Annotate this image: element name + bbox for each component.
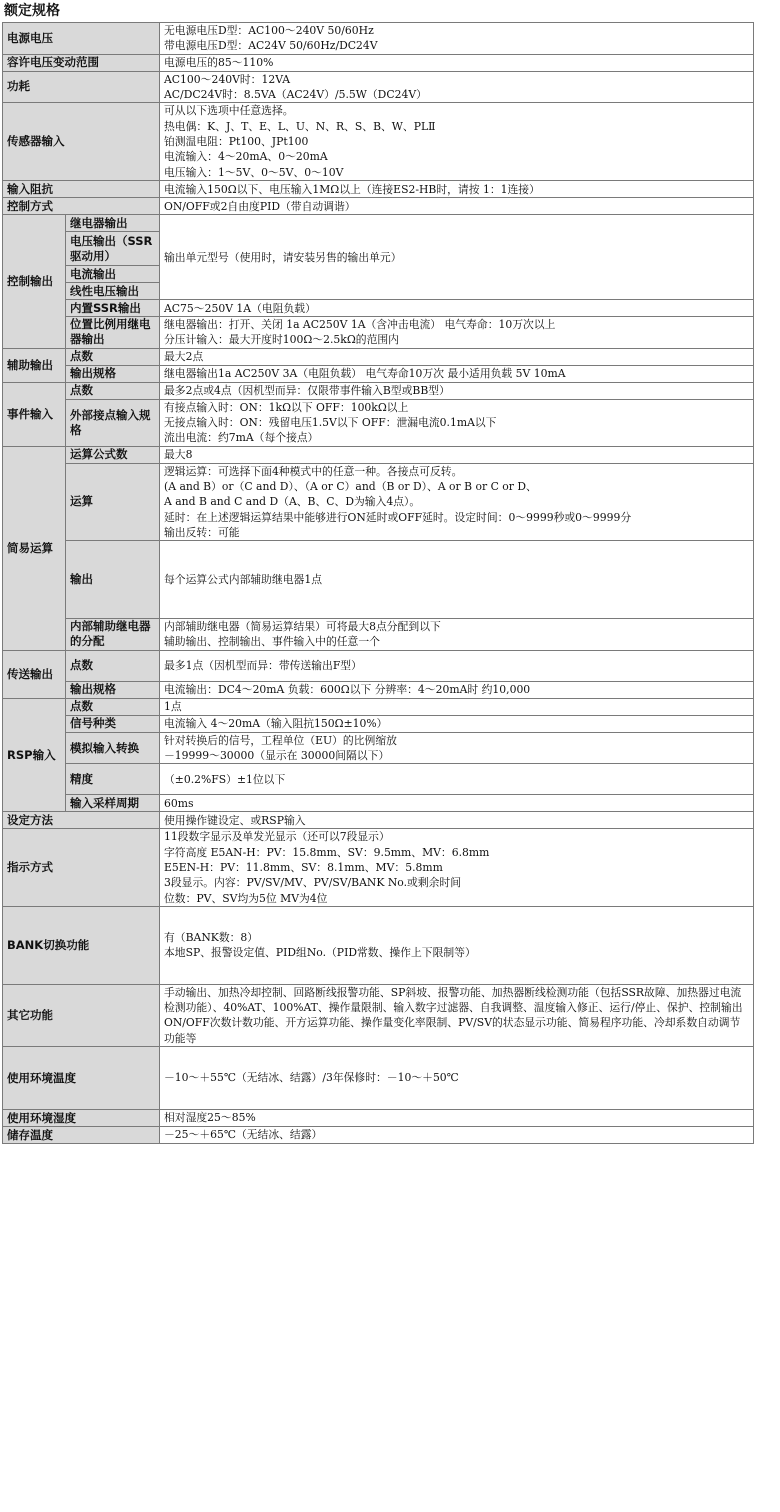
spec-label: BANK切换功能: [3, 906, 160, 984]
spec-subrow: [3, 795, 754, 812]
spec-value-line: 最多1点（因机型而异：带传送输出F型）: [164, 659, 362, 673]
spec-value-line: AC75～250V 1A（电阻负载）: [164, 301, 316, 315]
spec-label: 使用环境湿度: [3, 1110, 160, 1127]
spec-sublabel: 点数: [66, 382, 160, 399]
spec-label: 输入阻抗: [3, 181, 160, 198]
spec-subrow: [3, 463, 754, 540]
spec-row: [3, 906, 754, 984]
spec-sublabel: 内置SSR输出: [66, 300, 160, 317]
spec-subrow: [3, 764, 754, 795]
spec-group-label: RSP输入: [3, 698, 66, 812]
spec-row: [3, 54, 754, 71]
spec-value-line: 分压计输入：最大开度时100Ω～2.5kΩ的范围内: [164, 333, 399, 347]
spec-subrow: [3, 619, 754, 651]
spec-value-line: 60ms: [164, 796, 194, 810]
spec-value: [160, 1127, 754, 1144]
spec-table-body: [3, 23, 754, 1144]
spec-value: [160, 764, 754, 795]
spec-value-line: －19999～30000（显示在 30000间隔以下）: [164, 749, 390, 763]
spec-sublabel: 输出规格: [66, 365, 160, 382]
spec-value: [160, 71, 754, 103]
spec-value-line: 最多2点或4点（因机型而异：仅限带事件输入B型或BB型）: [164, 384, 450, 398]
spec-value-line: 延时：在上述逻辑运算结果中能够进行ON延时或OFF延时。设定时间：0～9999秒或0～9999分: [164, 510, 632, 524]
spec-value-line: 辅助输出、控制输出、事件输入中的任意一个: [164, 635, 380, 649]
spec-sublabel: 点数: [66, 348, 160, 365]
spec-sublabel: 精度: [66, 764, 160, 795]
spec-value: [160, 181, 754, 198]
spec-value-line: 1点: [164, 700, 182, 714]
spec-value-line: ON/OFF或2自由度PID（带自动调谐）: [164, 199, 356, 213]
spec-value: [160, 103, 754, 181]
spec-value-line: －10～＋55℃（无结冰、结露）/3年保修时：－10～＋50℃: [164, 1071, 459, 1085]
spec-sublabel: 电压输出（SSR驱动用）: [66, 232, 160, 266]
spec-value-line: 相对湿度25～85%: [164, 1111, 256, 1125]
spec-value: [160, 829, 754, 906]
spec-value-line: (A and B）or（C and D）、（A or C）and（B or D）、A or B or C or D、: [164, 479, 537, 493]
spec-subrow: [3, 382, 754, 399]
spec-value-line: 无电源电压D型：AC100～240V 50/60Hz: [164, 24, 374, 37]
spec-value-line: 11段数字显示及单发光显示（还可以7段显示）: [164, 830, 390, 844]
spec-sublabel: 信号种类: [66, 715, 160, 732]
spec-value: [160, 399, 754, 446]
spec-sublabel: 输出: [66, 541, 160, 619]
spec-value-line: 电流输入150Ω以下、电压输入1MΩ以上（连接ES2-HB时，请按 1：1连接）: [164, 182, 540, 196]
spec-value: [160, 23, 754, 55]
spec-value-line: 带电源电压D型：AC24V 50/60Hz/DC24V: [164, 39, 378, 53]
spec-sublabel: 运算公式数: [66, 446, 160, 463]
spec-value-line: 继电器输出：打开、关闭 1a AC250V 1A（含冲击电流） 电气寿命：10万次以上: [164, 318, 556, 332]
spec-label: 储存温度: [3, 1127, 160, 1144]
spec-label: 其它功能: [3, 984, 160, 1046]
spec-value: [160, 463, 754, 540]
spec-value-line: 输出反转：可能: [164, 525, 240, 539]
spec-subrow: [3, 698, 754, 715]
spec-subrow: [3, 348, 754, 365]
spec-value-line: 逻辑运算：可选择下面4种模式中的任意一种。各接点可反转。: [164, 464, 463, 478]
spec-row: [3, 181, 754, 198]
spec-value-line: 有（BANK数：8）: [164, 931, 259, 945]
spec-value: [160, 650, 754, 681]
spec-value: [160, 198, 754, 215]
spec-value-line: －25～＋65℃（无结冰、结露）: [164, 1128, 323, 1142]
spec-value: [160, 732, 754, 764]
spec-value-line: 内部辅助继电器（简易运算结果）可将最大8点分配到以下: [164, 620, 441, 634]
spec-value-line: 电压输入：1～5V、0～5V、0～10V: [164, 165, 344, 179]
spec-value: [160, 382, 754, 399]
spec-label: 指示方式: [3, 829, 160, 906]
spec-table: [2, 22, 754, 1144]
spec-value-line: 每个运算公式内部辅助继电器1点: [164, 573, 323, 586]
spec-value-line: 最大8: [164, 448, 193, 462]
spec-value-line: 可从以下选项中任意选择。: [164, 104, 294, 118]
spec-subrow: [3, 365, 754, 382]
spec-value-line: A and B and C and D（A、B、C、D为输入4点）。: [164, 495, 421, 509]
spec-row: [3, 103, 754, 181]
spec-row: [3, 1110, 754, 1127]
spec-sublabel: 继电器输出: [66, 215, 160, 232]
spec-value-line: 字符高度 E5AN-H：PV：15.8mm、SV：9.5mm、MV：6.8mm: [164, 845, 490, 859]
spec-value-line: 无接点输入时：ON：残留电压1.5V以下 OFF：泄漏电流0.1mA以下: [164, 416, 497, 430]
spec-sublabel: 输入采样周期: [66, 795, 160, 812]
spec-row: [3, 1127, 754, 1144]
spec-value: [160, 1047, 754, 1110]
spec-subrow: [3, 399, 754, 446]
spec-value: [160, 317, 754, 349]
spec-value: [160, 795, 754, 812]
spec-sublabel: 输出规格: [66, 681, 160, 698]
spec-subrow: [3, 541, 754, 619]
page-title: 额定规格: [4, 3, 60, 19]
spec-row: [3, 984, 754, 1046]
spec-sublabel: 电流输出: [66, 266, 160, 283]
spec-value-line: E5EN-H：PV：11.8mm、SV：8.1mm、MV：5.8mm: [164, 860, 443, 874]
spec-group-label: 传送输出: [3, 650, 66, 698]
spec-group-label: 简易运算: [3, 446, 66, 650]
spec-value: [160, 812, 754, 829]
spec-value-line: AC100～240V时：12VA: [164, 72, 291, 86]
spec-value-line: （±0.2%FS）±1位以下: [164, 772, 286, 786]
spec-value: [160, 446, 754, 463]
spec-sublabel: 线性电压输出: [66, 283, 160, 300]
spec-value-line: 热电偶：K、J、T、E、L、U、N、R、S、B、W、PLⅡ: [164, 119, 436, 133]
spec-subrow: [3, 715, 754, 732]
spec-value-line: 手动输出、加热冷却控制、回路断线报警功能、SP斜坡、报警功能、加热器断线检测功能（包括SSR故障、加热器过电流检测功能）、40%AT、100%AT、操作量限制、输入数字过滤器、自我调整、温度输入修正、运行/停止、保护、控制输出ON/OFF次数计数功能、开方运算功能、操作量变化率限制、PV/SV的状态显示功能、简易程序功能、冷却系数自动调节功能等: [164, 985, 743, 1045]
spec-value-line: 流出电流：约7mA（每个接点）: [164, 431, 319, 445]
spec-row: [3, 829, 754, 906]
spec-row: [3, 1047, 754, 1110]
spec-subrow: [3, 681, 754, 698]
spec-label: 使用环境温度: [3, 1047, 160, 1110]
spec-value: [160, 365, 754, 382]
spec-row: [3, 71, 754, 103]
spec-value-line: 使用操作键设定、或RSP输入: [164, 813, 306, 827]
spec-label: 传感器输入: [3, 103, 160, 181]
spec-value: [160, 681, 754, 698]
spec-subrow: [3, 650, 754, 681]
spec-label: 控制方式: [3, 198, 160, 215]
spec-label: 设定方法: [3, 812, 160, 829]
spec-label: 容许电压变动范围: [3, 54, 160, 71]
spec-value: [160, 715, 754, 732]
spec-sublabel: 外部接点输入规格: [66, 399, 160, 446]
spec-group-label: 辅助输出: [3, 348, 66, 382]
spec-value-line: 电源电压的85～110%: [164, 55, 274, 69]
spec-value: [160, 1110, 754, 1127]
spec-value-line: 继电器输出1a AC250V 3A（电阻负载） 电气寿命10万次 最小适用负载 5V 10mA: [164, 367, 566, 381]
spec-row: [3, 198, 754, 215]
spec-value: [160, 54, 754, 71]
spec-subrow: [3, 317, 754, 349]
spec-group-label: 事件输入: [3, 382, 66, 446]
spec-value: [160, 698, 754, 715]
spec-row: [3, 812, 754, 829]
spec-sublabel: 模拟输入转换: [66, 732, 160, 764]
spec-label: 电源电压: [3, 23, 160, 55]
spec-value: [160, 906, 754, 984]
spec-sublabel: 运算: [66, 463, 160, 540]
spec-value-line: 3段显示。内容：PV/SV/MV、PV/SV/BANK No.或剩余时间: [164, 876, 462, 890]
spec-value-line: 本地SP、报警设定值、PID组No.（PID常数、操作上下限制等）: [164, 946, 476, 960]
spec-sublabel: 位置比例用继电器输出: [66, 317, 160, 349]
spec-value-line: 电流输入：4～20mA、0～20mA: [164, 150, 328, 164]
spec-row: [3, 23, 754, 55]
spec-sublabel: 点数: [66, 698, 160, 715]
spec-value-line: 针对转换后的信号，工程单位（EU）的比例缩放: [164, 733, 397, 747]
spec-value: [160, 619, 754, 651]
spec-value: 输出单元型号（使用时，请安装另售的输出单元）: [160, 215, 754, 300]
spec-value: [160, 984, 754, 1046]
spec-value-line: 电流输出：DC4～20mA 负载：600Ω以下 分辨率：4～20mA时 约10,000: [164, 683, 531, 697]
spec-sublabel: 内部辅助继电器的分配: [66, 619, 160, 651]
spec-value-line: 最大2点: [164, 350, 204, 364]
spec-subrow: [3, 215, 754, 232]
spec-value-line: 有接点输入时：ON：1kΩ以下 OFF：100kΩ以上: [164, 400, 409, 414]
spec-subrow: [3, 446, 754, 463]
spec-value: [160, 541, 754, 619]
spec-group-label: 控制输出: [3, 215, 66, 349]
spec-sublabel: 点数: [66, 650, 160, 681]
spec-value: [160, 300, 754, 317]
spec-value-line: AC/DC24V时：8.5VA（AC24V）/5.5W（DC24V）: [164, 87, 427, 101]
spec-value-line: 铂测温电阻：Pt100、JPt100: [164, 135, 309, 149]
spec-value-line: 位数：PV、SV均为5位 MV为4位: [164, 891, 328, 905]
spec-value: [160, 348, 754, 365]
spec-value-line: 电流输入 4～20mA（输入阻抗150Ω±10%）: [164, 717, 388, 731]
spec-label: 功耗: [3, 71, 160, 103]
spec-subrow: [3, 732, 754, 764]
spec-subrow: [3, 300, 754, 317]
